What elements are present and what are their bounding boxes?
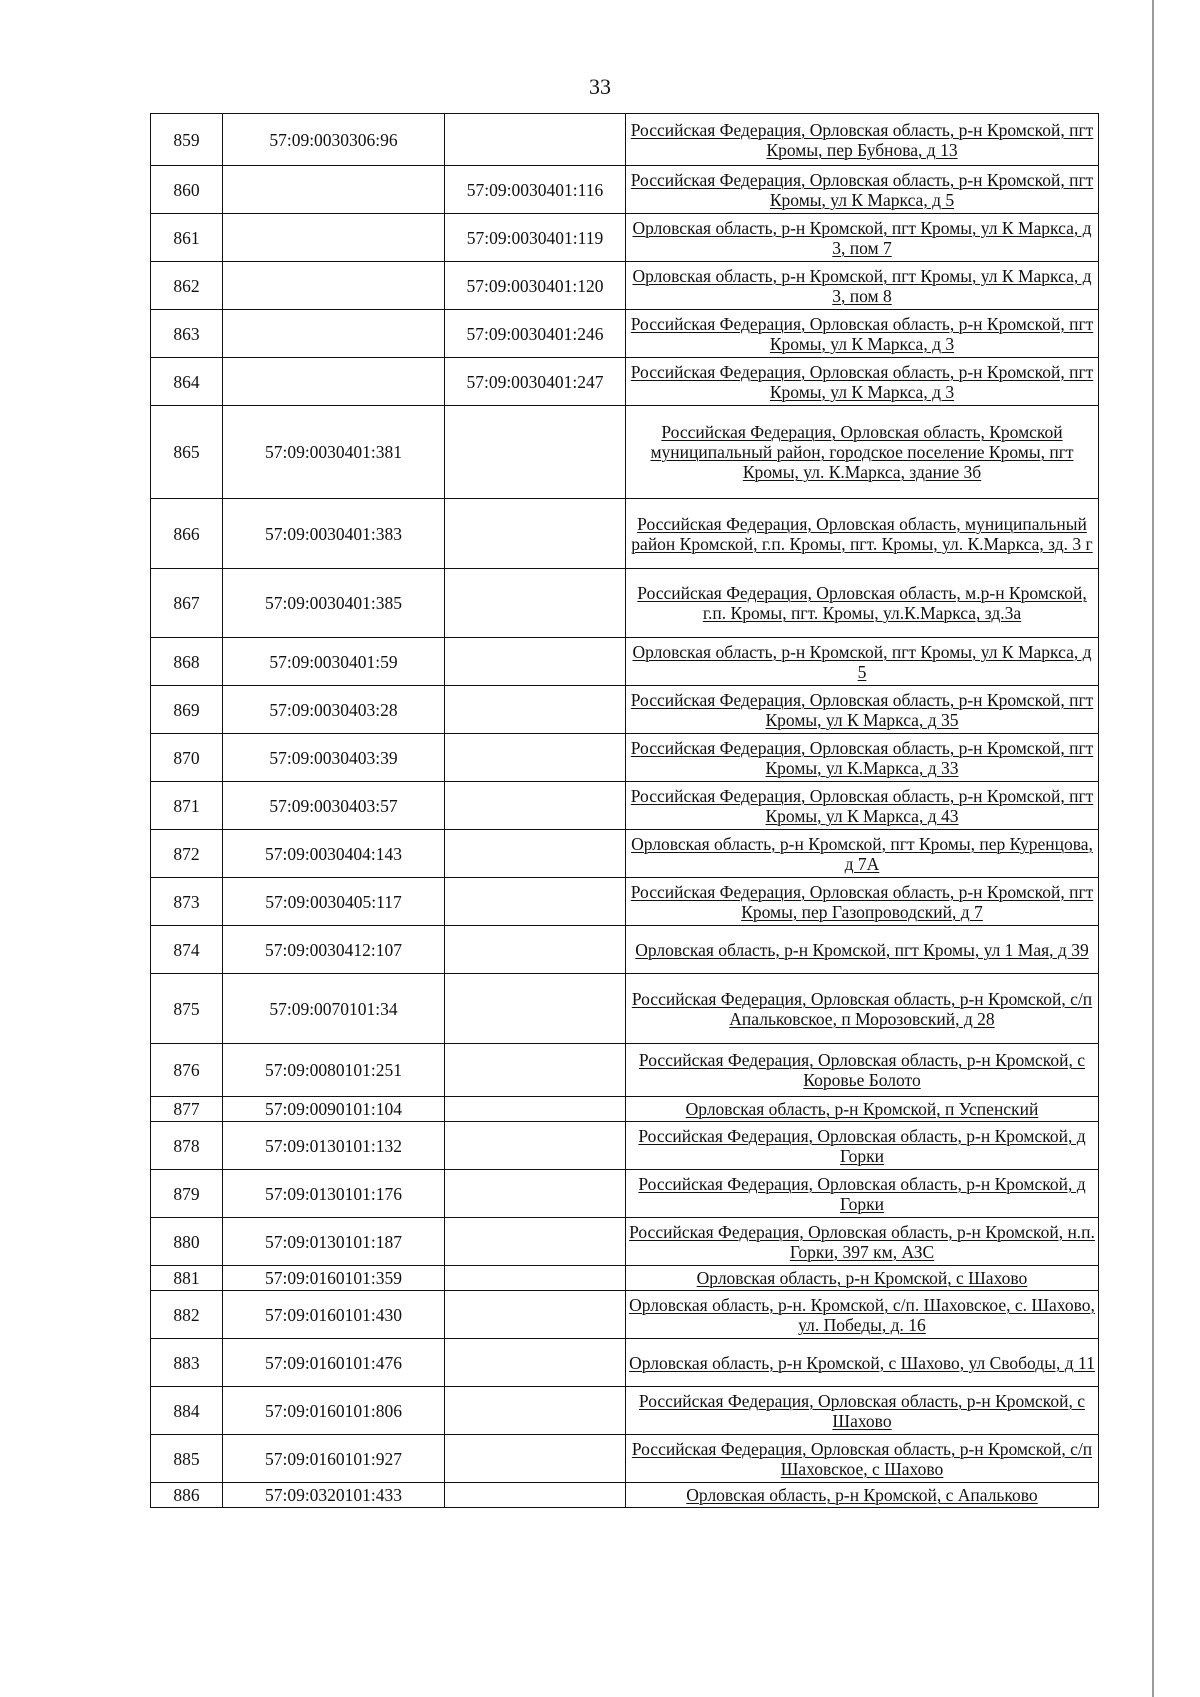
page-edge-divider (1152, 0, 1154, 1697)
table-row (151, 1387, 1099, 1435)
table-row (151, 1435, 1099, 1483)
related-cadastral-number-cell: 57:09:0030401:247 (445, 358, 626, 406)
related-cadastral-number-cell (445, 1339, 626, 1387)
cadastral-number-cell: 57:09:0030412:107 (223, 926, 445, 974)
page-number: 33 (589, 74, 611, 99)
row-number-cell: 877 (151, 1097, 223, 1122)
row-number-cell: 879 (151, 1170, 223, 1218)
row-number-cell: 868 (151, 638, 223, 686)
table-row (151, 1044, 1099, 1097)
address-cell: Орловская область, р-н Кромской, с Шахово, ул Свободы, д 11 (626, 1339, 1099, 1387)
related-cadastral-number-cell: 57:09:0030401:120 (445, 262, 626, 310)
related-cadastral-number-cell (445, 878, 626, 926)
table-row (151, 782, 1099, 830)
row-number-cell: 874 (151, 926, 223, 974)
related-cadastral-number-cell (445, 974, 626, 1044)
row-number-cell: 867 (151, 569, 223, 638)
row-number-cell: 872 (151, 830, 223, 878)
address-cell: Орловская область, р-н Кромской, пгт Кромы, ул К Маркса, д 3, пом 7 (626, 214, 1099, 262)
cadastral-number-cell: 57:09:0030306:96 (223, 114, 445, 166)
related-cadastral-number-cell (445, 1044, 626, 1097)
cadastral-number-cell: 57:09:0030401:59 (223, 638, 445, 686)
cadastral-number-cell: 57:09:0130101:176 (223, 1170, 445, 1218)
row-number-cell: 885 (151, 1435, 223, 1483)
address-cell: Орловская область, р-н Кромской, пгт Кромы, ул К Маркса, д 3, пом 8 (626, 262, 1099, 310)
address-cell: Российская Федерация, Орловская область, р-н Кромской, д Горки (626, 1170, 1099, 1218)
cadastral-number-cell: 57:09:0130101:132 (223, 1122, 445, 1170)
address-cell: Российская Федерация, Орловская область, р-н Кромской, д Горки (626, 1122, 1099, 1170)
row-number-cell: 865 (151, 406, 223, 499)
table-row (151, 1483, 1099, 1508)
cadastral-number-cell: 57:09:0030403:57 (223, 782, 445, 830)
table-row (151, 1291, 1099, 1339)
related-cadastral-number-cell (445, 926, 626, 974)
address-cell: Российская Федерация, Орловская область, р-н Кромской, пгт Кромы, ул К Маркса, д 35 (626, 686, 1099, 734)
related-cadastral-number-cell (445, 1122, 626, 1170)
cadastral-number-cell: 57:09:0030401:381 (223, 406, 445, 499)
row-number-cell: 886 (151, 1483, 223, 1508)
cadastral-number-cell: 57:09:0160101:430 (223, 1291, 445, 1339)
cadastral-number-cell: 57:09:0030405:117 (223, 878, 445, 926)
related-cadastral-number-cell (445, 1266, 626, 1291)
table-row (151, 310, 1099, 358)
related-cadastral-number-cell (445, 1483, 626, 1508)
table-row (151, 926, 1099, 974)
address-cell: Российская Федерация, Орловская область, Кромской муниципальный район, городское поселение Кромы, пгт Кромы, ул. К.Маркса, здание 3б (626, 406, 1099, 499)
row-number-cell: 882 (151, 1291, 223, 1339)
cadastral-number-cell (223, 262, 445, 310)
address-cell: Орловская область, р-н Кромской, с Апальково (626, 1483, 1099, 1508)
related-cadastral-number-cell (445, 830, 626, 878)
row-number-cell: 859 (151, 114, 223, 166)
row-number-cell: 869 (151, 686, 223, 734)
cadastral-number-cell: 57:09:0160101:927 (223, 1435, 445, 1483)
cadastral-number-cell (223, 214, 445, 262)
cadastral-number-cell: 57:09:0080101:251 (223, 1044, 445, 1097)
address-cell: Российская Федерация, Орловская область, муниципальный район Кромской, г.п. Кромы, пгт. Кромы, ул. К.Маркса, зд. 3 г (626, 499, 1099, 569)
table-row (151, 406, 1099, 499)
related-cadastral-number-cell (445, 499, 626, 569)
related-cadastral-number-cell (445, 1435, 626, 1483)
table-row (151, 734, 1099, 782)
related-cadastral-number-cell (445, 1291, 626, 1339)
table-row (151, 166, 1099, 214)
row-number-cell: 864 (151, 358, 223, 406)
cadastral-number-cell: 57:09:0160101:806 (223, 1387, 445, 1435)
table-row (151, 1170, 1099, 1218)
cadastral-number-cell: 57:09:0070101:34 (223, 974, 445, 1044)
cadastral-number-cell (223, 310, 445, 358)
row-number-cell: 876 (151, 1044, 223, 1097)
row-number-cell: 875 (151, 974, 223, 1044)
table-row (151, 830, 1099, 878)
related-cadastral-number-cell: 57:09:0030401:246 (445, 310, 626, 358)
cadastral-number-cell: 57:09:0090101:104 (223, 1097, 445, 1122)
related-cadastral-number-cell: 57:09:0030401:116 (445, 166, 626, 214)
row-number-cell: 863 (151, 310, 223, 358)
row-number-cell: 881 (151, 1266, 223, 1291)
row-number-cell: 860 (151, 166, 223, 214)
cadastral-number-cell: 57:09:0320101:433 (223, 1483, 445, 1508)
table-row (151, 262, 1099, 310)
row-number-cell: 861 (151, 214, 223, 262)
table-row (151, 1266, 1099, 1291)
related-cadastral-number-cell (445, 1218, 626, 1266)
table-row (151, 686, 1099, 734)
row-number-cell: 866 (151, 499, 223, 569)
related-cadastral-number-cell (445, 569, 626, 638)
address-cell: Орловская область, р-н Кромской, пгт Кромы, ул 1 Мая, д 39 (626, 926, 1099, 974)
address-cell: Российская Федерация, Орловская область, р-н Кромской, пгт Кромы, пер Газопроводский, д 7 (626, 878, 1099, 926)
address-cell: Российская Федерация, Орловская область, р-н Кромской, пгт Кромы, ул К Маркса, д 3 (626, 358, 1099, 406)
address-cell: Российская Федерация, Орловская область, р-н Кромской, с Коровье Болото (626, 1044, 1099, 1097)
cadastral-number-cell: 57:09:0030401:383 (223, 499, 445, 569)
registry-table (150, 113, 1099, 1508)
address-cell: Российская Федерация, Орловская область, р-н Кромской, пгт Кромы, ул К Маркса, д 5 (626, 166, 1099, 214)
cadastral-number-cell: 57:09:0030403:39 (223, 734, 445, 782)
row-number-cell: 870 (151, 734, 223, 782)
address-cell: Российская Федерация, Орловская область, р-н Кромской, пгт Кромы, пер Бубнова, д 13 (626, 114, 1099, 166)
related-cadastral-number-cell (445, 1170, 626, 1218)
related-cadastral-number-cell (445, 1387, 626, 1435)
related-cadastral-number-cell (445, 1097, 626, 1122)
address-cell: Орловская область, р-н. Кромской, с/п. Шаховское, с. Шахово, ул. Победы, д. 16 (626, 1291, 1099, 1339)
related-cadastral-number-cell (445, 638, 626, 686)
address-cell: Орловская область, р-н Кромской, пгт Кромы, пер Куренцова, д 7А (626, 830, 1099, 878)
address-cell: Орловская область, р-н Кромской, с Шахово (626, 1266, 1099, 1291)
table-row (151, 1097, 1099, 1122)
address-cell: Российская Федерация, Орловская область, р-н Кромской, пгт Кромы, ул К.Маркса, д 33 (626, 734, 1099, 782)
cadastral-number-cell: 57:09:0030404:143 (223, 830, 445, 878)
row-number-cell: 862 (151, 262, 223, 310)
address-cell: Российская Федерация, Орловская область, р-н Кромской, с Шахово (626, 1387, 1099, 1435)
related-cadastral-number-cell (445, 686, 626, 734)
row-number-cell: 878 (151, 1122, 223, 1170)
address-cell: Российская Федерация, Орловская область, р-н Кромской, с/п Апальковское, п Морозовский, д 28 (626, 974, 1099, 1044)
address-cell: Орловская область, р-н Кромской, п Успенский (626, 1097, 1099, 1122)
registry-table-body (151, 114, 1099, 1508)
address-cell: Российская Федерация, Орловская область, м.р-н Кромской, г.п. Кромы, пгт. Кромы, ул.К.Маркса, зд.3а (626, 569, 1099, 638)
address-cell: Российская Федерация, Орловская область, р-н Кромской, пгт Кромы, ул К Маркса, д 43 (626, 782, 1099, 830)
cadastral-number-cell: 57:09:0160101:476 (223, 1339, 445, 1387)
related-cadastral-number-cell (445, 406, 626, 499)
address-cell: Российская Федерация, Орловская область, р-н Кромской, с/п Шаховское, с Шахово (626, 1435, 1099, 1483)
row-number-cell: 884 (151, 1387, 223, 1435)
cadastral-number-cell: 57:09:0030401:385 (223, 569, 445, 638)
table-row (151, 1339, 1099, 1387)
cadastral-number-cell (223, 166, 445, 214)
address-cell: Российская Федерация, Орловская область, р-н Кромской, н.п. Горки, 397 км, АЗС (626, 1218, 1099, 1266)
table-row (151, 638, 1099, 686)
row-number-cell: 871 (151, 782, 223, 830)
related-cadastral-number-cell: 57:09:0030401:119 (445, 214, 626, 262)
table-row (151, 1122, 1099, 1170)
cadastral-number-cell: 57:09:0160101:359 (223, 1266, 445, 1291)
address-cell: Орловская область, р-н Кромской, пгт Кромы, ул К Маркса, д 5 (626, 638, 1099, 686)
table-row (151, 878, 1099, 926)
table-row (151, 499, 1099, 569)
cadastral-number-cell (223, 358, 445, 406)
table-row (151, 358, 1099, 406)
address-cell: Российская Федерация, Орловская область, р-н Кромской, пгт Кромы, ул К Маркса, д 3 (626, 310, 1099, 358)
cadastral-number-cell: 57:09:0130101:187 (223, 1218, 445, 1266)
related-cadastral-number-cell (445, 114, 626, 166)
cadastral-number-cell: 57:09:0030403:28 (223, 686, 445, 734)
table-row (151, 974, 1099, 1044)
table-row (151, 569, 1099, 638)
row-number-cell: 873 (151, 878, 223, 926)
table-row (151, 214, 1099, 262)
related-cadastral-number-cell (445, 734, 626, 782)
table-row (151, 114, 1099, 166)
related-cadastral-number-cell (445, 782, 626, 830)
table-row (151, 1218, 1099, 1266)
row-number-cell: 880 (151, 1218, 223, 1266)
row-number-cell: 883 (151, 1339, 223, 1387)
